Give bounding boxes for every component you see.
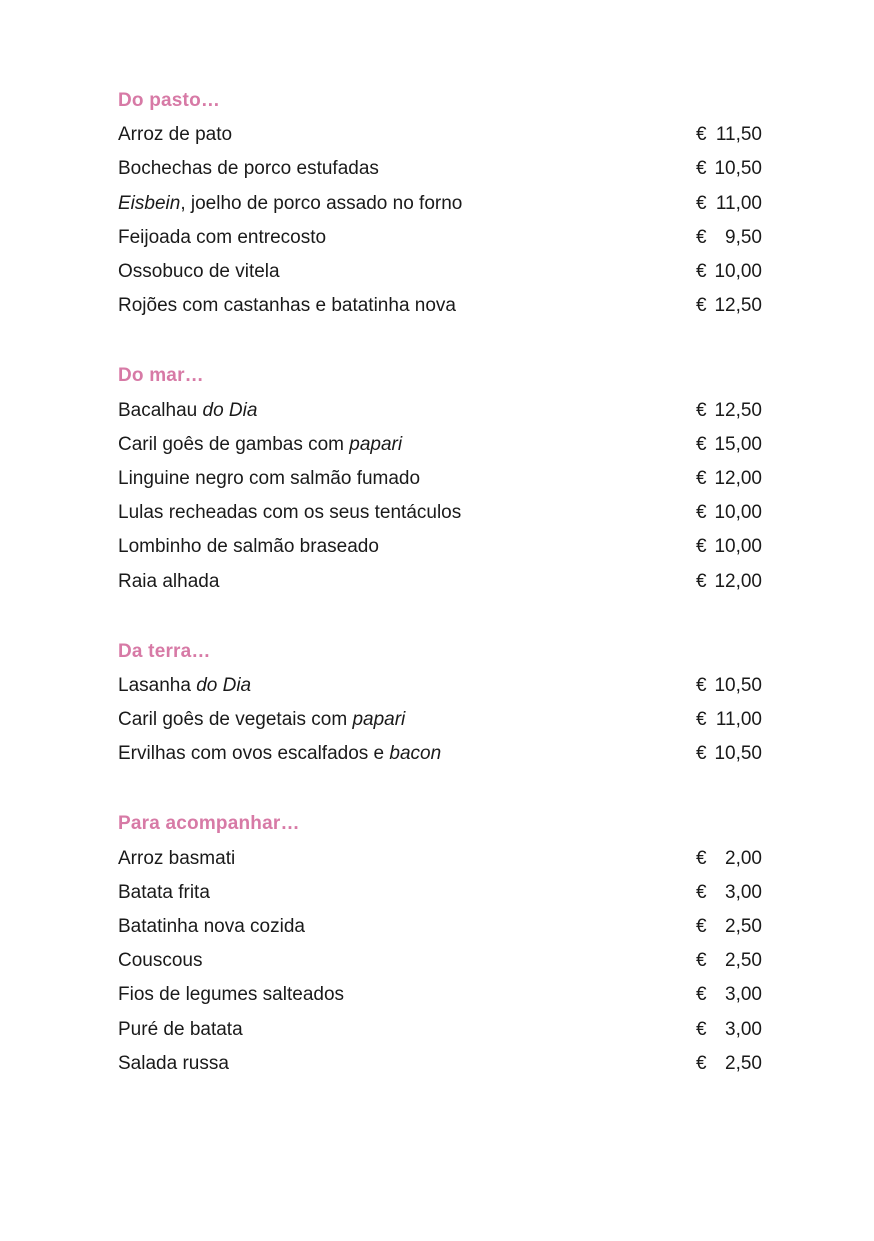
item-name <box>118 709 405 731</box>
item-name-text: Fios de legumes salteados <box>118 984 345 1006</box>
currency-symbol: € <box>696 743 707 765</box>
section-title: Do mar… <box>118 365 204 387</box>
item-name <box>118 295 456 317</box>
item-name-text: Batatinha nova cozida <box>118 916 305 938</box>
menu-item <box>118 876 762 910</box>
currency-symbol: € <box>696 847 707 869</box>
menu-item <box>118 1013 762 1047</box>
menu-item <box>118 669 762 703</box>
item-price <box>696 295 762 317</box>
item-price <box>696 124 762 146</box>
menu-item <box>118 118 762 152</box>
currency-symbol: € <box>696 433 707 455</box>
price-amount: 11,00 <box>715 192 762 214</box>
item-name <box>118 950 203 972</box>
menu-item <box>118 842 762 876</box>
menu-item <box>118 428 762 462</box>
item-name-text: Puré de batata <box>118 1018 243 1040</box>
menu-item <box>118 187 762 221</box>
item-name <box>118 571 219 593</box>
section-title: Do pasto… <box>118 90 221 111</box>
item-name-text: Lombinho de salmão braseado <box>118 536 379 558</box>
item-price <box>696 400 762 422</box>
currency-symbol: € <box>696 950 707 972</box>
item-price <box>696 709 762 731</box>
currency-symbol: € <box>696 881 707 903</box>
price-amount: 10,50 <box>714 158 762 180</box>
price-amount: 10,00 <box>714 261 762 283</box>
item-name <box>118 1053 229 1075</box>
item-name <box>118 400 257 422</box>
menu-item <box>118 394 762 428</box>
item-name <box>118 193 462 215</box>
price-amount: 3,00 <box>725 984 762 1006</box>
item-name <box>118 536 379 558</box>
item-price <box>696 158 762 180</box>
item-name-italic: Eisbein <box>118 192 181 214</box>
currency-symbol: € <box>696 295 707 317</box>
currency-symbol: € <box>696 261 707 283</box>
item-price <box>696 1019 762 1041</box>
menu-item <box>118 289 762 323</box>
item-name-text: Arroz de pato <box>118 124 233 146</box>
item-name-italic: bacon <box>389 743 442 765</box>
item-price <box>696 193 762 215</box>
item-name-text: Ervilhas com ovos escalfados e <box>118 743 390 765</box>
item-price <box>696 468 762 490</box>
menu-page <box>118 84 762 1117</box>
item-name <box>118 434 402 456</box>
price-amount: 2,50 <box>725 916 762 938</box>
currency-symbol: € <box>696 709 707 731</box>
item-name-text: Caril goês de gambas com <box>118 433 350 455</box>
currency-symbol: € <box>696 674 707 696</box>
item-name <box>118 124 232 146</box>
menu-section <box>118 359 762 598</box>
currency-symbol: € <box>696 467 707 489</box>
price-amount: 3,00 <box>725 1018 762 1040</box>
item-name-text: Raia alhada <box>118 570 220 592</box>
currency-symbol: € <box>696 192 707 214</box>
menu-item <box>118 1047 762 1081</box>
currency-symbol: € <box>696 124 707 146</box>
price-amount: 11,00 <box>715 709 762 731</box>
item-price <box>696 984 762 1006</box>
item-name <box>118 916 305 938</box>
price-amount: 12,50 <box>714 295 762 317</box>
menu-item <box>118 910 762 944</box>
currency-symbol: € <box>696 1018 707 1040</box>
item-name-text: Caril goês de vegetais com <box>118 709 353 731</box>
item-name-text: Rojões com castanhas e batatinha nova <box>118 295 456 317</box>
price-amount: 3,00 <box>725 881 762 903</box>
currency-symbol: € <box>696 158 707 180</box>
menu-section <box>118 807 762 1081</box>
price-amount: 11,50 <box>715 124 762 146</box>
item-price <box>696 536 762 558</box>
menu-item <box>118 944 762 978</box>
item-price <box>696 848 762 870</box>
menu-item <box>118 978 762 1012</box>
item-price <box>696 916 762 938</box>
menu-item <box>118 496 762 530</box>
price-amount: 9,50 <box>725 226 762 248</box>
menu-item <box>118 530 762 564</box>
menu-item <box>118 221 762 255</box>
price-amount: 2,50 <box>725 1052 762 1074</box>
item-name-italic: papari <box>349 433 403 455</box>
item-name-italic: papari <box>352 709 406 731</box>
currency-symbol: € <box>696 226 707 248</box>
item-name-text: Lasanha <box>118 674 197 696</box>
item-price <box>696 571 762 593</box>
item-name-text: , joelho de porco assado no forno <box>180 192 463 214</box>
item-name <box>118 848 235 870</box>
item-name-text: Arroz basmati <box>118 847 236 869</box>
item-price <box>696 882 762 904</box>
item-name-text: Bochechas de porco estufadas <box>118 158 379 180</box>
menu-item <box>118 152 762 186</box>
currency-symbol: € <box>696 916 707 938</box>
item-name <box>118 882 210 904</box>
price-amount: 12,50 <box>714 399 762 421</box>
price-amount: 2,00 <box>725 847 762 869</box>
item-price <box>696 675 762 697</box>
section-title: Da terra… <box>118 640 211 662</box>
price-amount: 15,00 <box>714 433 762 455</box>
currency-symbol: € <box>696 502 707 524</box>
item-name-italic: do Dia <box>202 399 258 421</box>
item-price <box>696 743 762 765</box>
item-name-text: Linguine negro com salmão fumado <box>118 467 421 489</box>
item-name <box>118 984 344 1006</box>
item-name-text: Bacalhau <box>118 399 203 421</box>
menu-item <box>118 703 762 737</box>
currency-symbol: € <box>696 399 707 421</box>
menu-section <box>118 635 762 772</box>
price-amount: 2,50 <box>725 950 762 972</box>
item-name-text: Salada russa <box>118 1052 229 1074</box>
item-price <box>696 950 762 972</box>
price-amount: 10,50 <box>714 743 762 765</box>
item-name <box>118 468 420 490</box>
price-amount: 12,00 <box>714 570 762 592</box>
item-name <box>118 502 461 524</box>
currency-symbol: € <box>696 570 707 592</box>
item-price <box>696 434 762 456</box>
item-name-text: Ossobuco de vitela <box>118 261 280 283</box>
item-name <box>118 743 441 765</box>
currency-symbol: € <box>696 984 707 1006</box>
currency-symbol: € <box>696 1052 707 1074</box>
item-name-italic: do Dia <box>196 674 252 696</box>
menu-item <box>118 462 762 496</box>
menu-item <box>118 737 762 771</box>
item-name <box>118 675 251 697</box>
item-price <box>696 1053 762 1075</box>
menu-item <box>118 255 762 289</box>
item-name <box>118 1019 243 1041</box>
item-name-text: Lulas recheadas com os seus tentáculos <box>118 502 462 524</box>
item-price <box>696 502 762 524</box>
item-name-text: Couscous <box>118 950 203 972</box>
item-price <box>696 261 762 283</box>
currency-symbol: € <box>696 536 707 558</box>
price-amount: 10,00 <box>714 536 762 558</box>
section-title: Para acompanhar… <box>118 813 300 835</box>
price-amount: 10,50 <box>714 674 762 696</box>
item-name-text: Feijoada com entrecosto <box>118 226 327 248</box>
menu-section <box>118 84 762 323</box>
item-price <box>696 227 762 249</box>
item-name <box>118 158 379 180</box>
item-name-text: Batata frita <box>118 881 210 903</box>
item-name <box>118 227 326 249</box>
price-amount: 12,00 <box>714 467 762 489</box>
item-name <box>118 261 280 283</box>
price-amount: 10,00 <box>714 502 762 524</box>
menu-item <box>118 564 762 598</box>
